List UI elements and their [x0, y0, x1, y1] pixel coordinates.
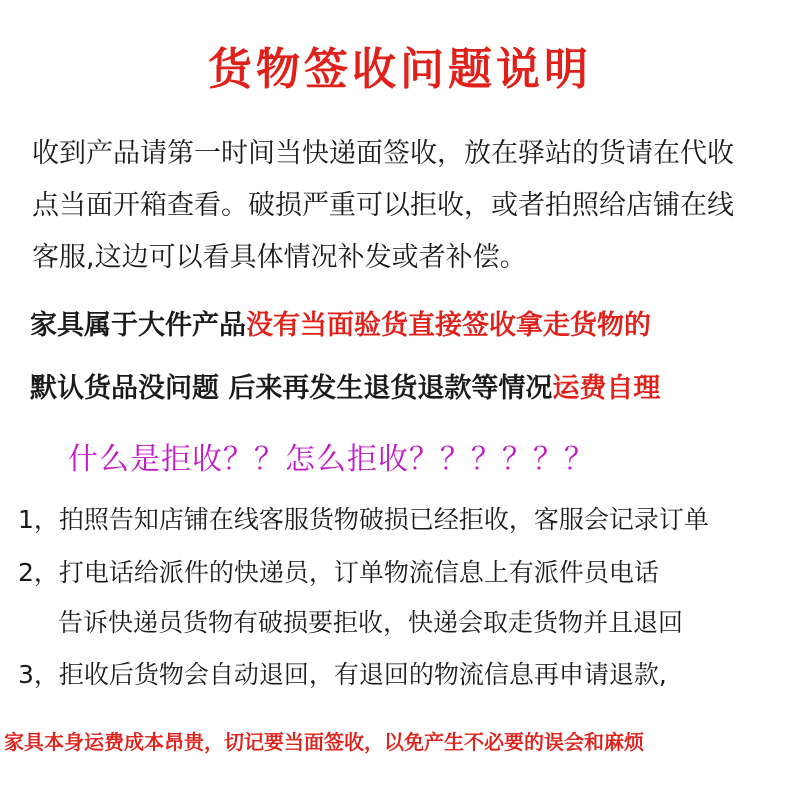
notice-line-2	[30, 369, 790, 409]
step-2: 2，打电话给派件的快递员，订单物流信息上有派件员电话	[18, 558, 659, 587]
notice-line-2-text: 默认货品没问题 后来再发生退货退款等情况	[30, 373, 553, 404]
step-3: 3，拒收后货物会自动退回，有退回的物流信息再申请退款,	[18, 660, 667, 689]
intro-line: 点当面开箱查看。破损严重可以拒收，或者拍照给店铺在线	[32, 190, 734, 221]
notice-line-1-highlight: 没有当面验货直接签收拿走货物的	[246, 310, 651, 341]
step-2-continued: 告诉快递员货物有破损要拒收，快递会取走货物并且退回	[58, 608, 684, 637]
intro-paragraph	[32, 128, 772, 284]
step-1: 1，拍照告知店铺在线客服货物破损已经拒收，客服会记录订单	[18, 505, 709, 534]
footer-warning: 家具本身运费成本昂贵，切记要当面签收，以免产生不必要的误会和麻烦	[4, 730, 644, 754]
notice-line-2-highlight: 运费自理	[552, 373, 661, 404]
question-heading: 什么是拒收？？怎么拒收？？？？？？	[68, 442, 595, 477]
notice-line-1	[30, 306, 790, 346]
page-title: 货物签收问题说明	[208, 44, 592, 95]
intro-line: 收到产品请第一时间当快递面签收，放在驿站的货请在代收	[32, 138, 734, 169]
notice-line-1-text: 家具属于大件产品	[30, 310, 246, 341]
intro-line: 客服,这边可以看具体情况补发或者补偿。	[32, 242, 527, 273]
